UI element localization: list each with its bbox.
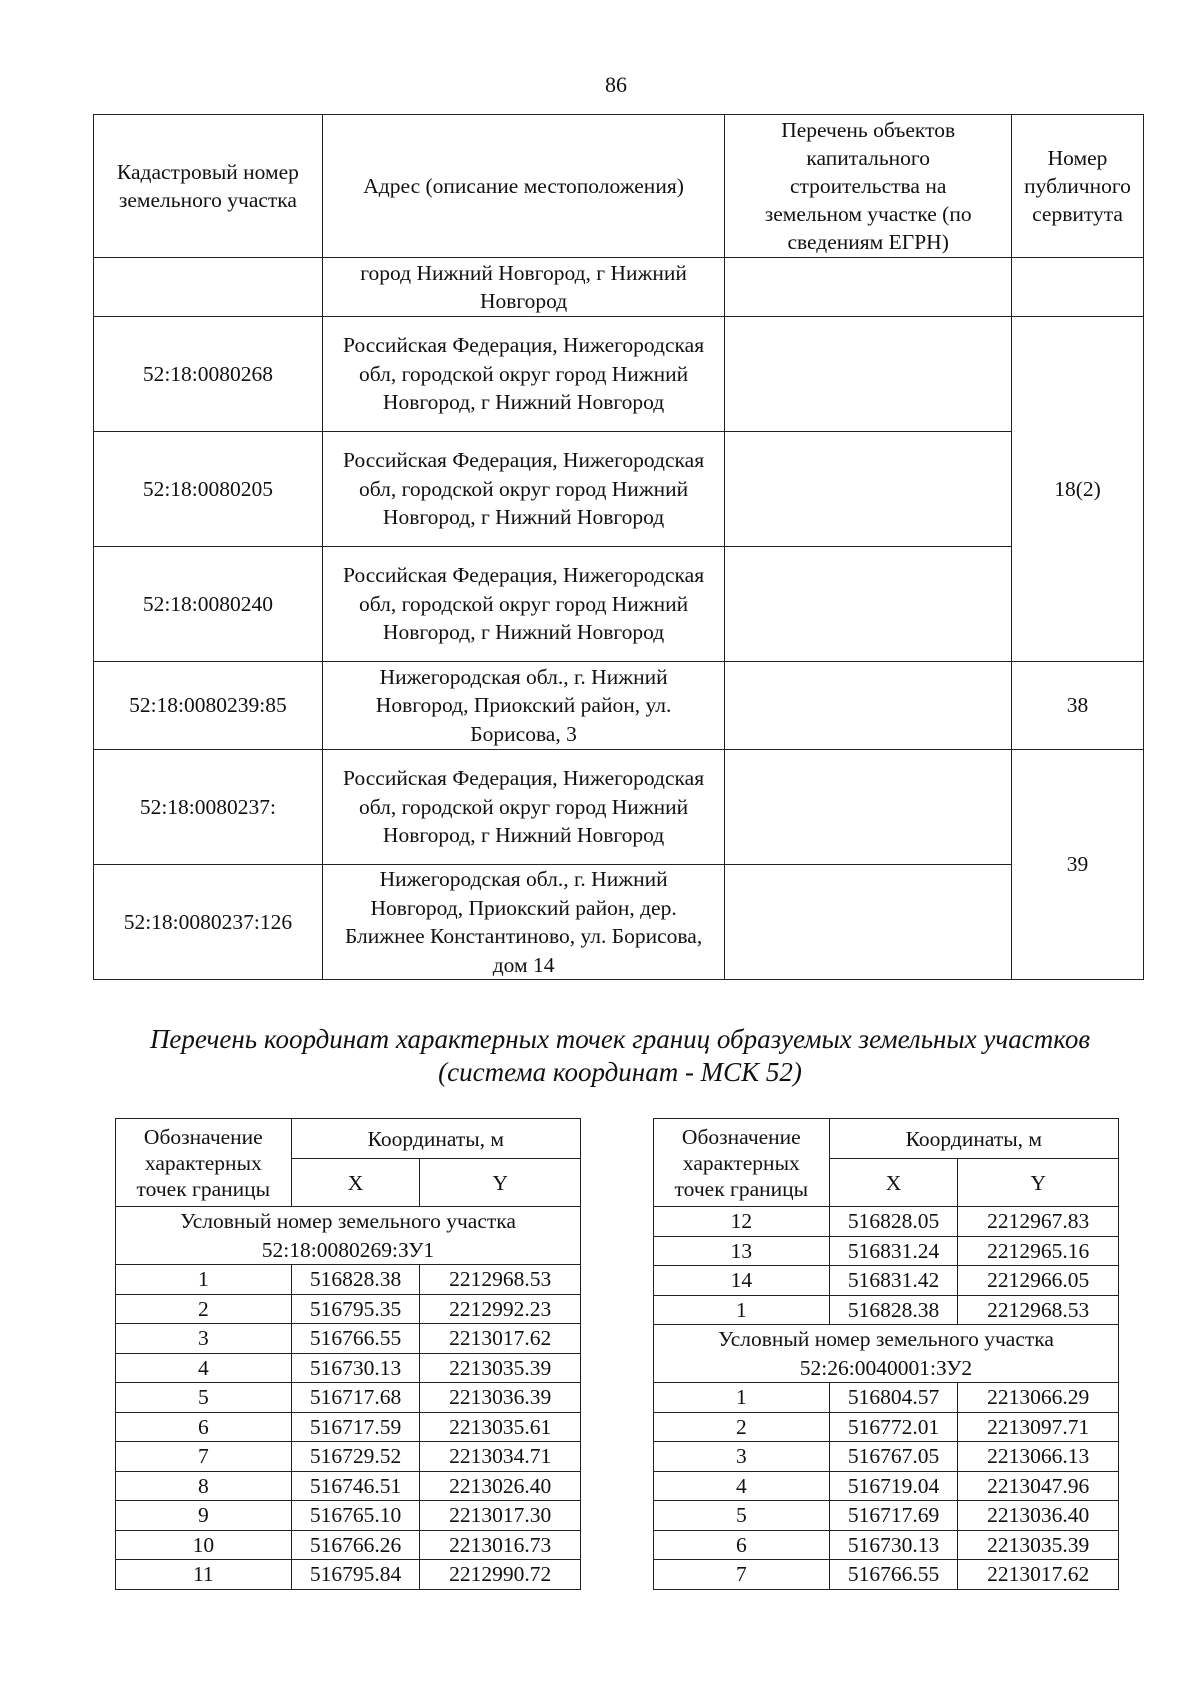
- y-cell: 2212967.83: [958, 1207, 1119, 1237]
- coord-row: [116, 1501, 581, 1531]
- coord-rows-right-before: [654, 1207, 1119, 1325]
- coord-row: [654, 1266, 1119, 1296]
- x-cell: 516767.05: [829, 1442, 958, 1472]
- cadastral-cell: 52:18:0080240: [94, 547, 323, 662]
- section-title-line1: Перечень координат характерных точек границ образуемых земельных участков: [149, 1024, 1091, 1054]
- y-cell: 2212965.16: [958, 1236, 1119, 1266]
- objects-cell: [725, 258, 1012, 317]
- table-header-row: [94, 115, 1144, 258]
- x-cell: 516831.24: [829, 1236, 958, 1266]
- table-row: [94, 662, 1144, 750]
- section-title: [80, 1023, 1160, 1089]
- y-cell: 2212968.53: [958, 1295, 1119, 1325]
- objects-cell: [725, 317, 1012, 432]
- header-cadastral: Кадастровый номер земельного участка: [94, 115, 323, 258]
- y-cell: 2213026.40: [420, 1471, 581, 1501]
- x-cell: 516765.10: [291, 1501, 420, 1531]
- x-cell: 516795.84: [291, 1560, 420, 1590]
- coord-row: [116, 1324, 581, 1354]
- point-cell: 6: [654, 1530, 830, 1560]
- header-objects: Перечень объектов капитального строительства на земельном участке (по сведениям ЕГРН): [725, 115, 1012, 258]
- point-cell: 4: [654, 1471, 830, 1501]
- coord-row: [654, 1471, 1119, 1501]
- y-cell: 2212966.05: [958, 1266, 1119, 1296]
- point-cell: 11: [116, 1560, 292, 1590]
- address-cell: Нижегородская обл., г. Нижний Новгород, Приокский район, дер. Ближнее Константиново, ул. Борисова, дом 14: [322, 865, 724, 980]
- coord-rows-right-after: [654, 1383, 1119, 1590]
- parcel-label-number: 52:26:0040001:ЗУ2: [799, 1355, 973, 1380]
- table-row: [94, 750, 1144, 865]
- coord-row: [654, 1295, 1119, 1325]
- point-cell: 1: [654, 1295, 830, 1325]
- y-cell: 2213017.62: [420, 1324, 581, 1354]
- point-cell: 1: [116, 1265, 292, 1295]
- y-cell: 2212992.23: [420, 1294, 581, 1324]
- table-row: [94, 865, 1144, 980]
- address-cell: Российская Федерация, Нижегородская обл, городской округ город Нижний Новгород, г Нижний Новгород: [322, 547, 724, 662]
- x-cell: 516795.35: [291, 1294, 420, 1324]
- header-address: Адрес (описание местоположения): [322, 115, 724, 258]
- table-row: [94, 432, 1144, 547]
- coord-row: [116, 1412, 581, 1442]
- objects-cell: [725, 547, 1012, 662]
- y-cell: 2213017.30: [420, 1501, 581, 1531]
- parcel-label-line1: Условный номер земельного участка: [718, 1327, 1054, 1351]
- coord-header-y: Y: [958, 1159, 1119, 1207]
- coord-row: [116, 1560, 581, 1590]
- x-cell: 516766.55: [291, 1324, 420, 1354]
- cadastral-cell: 52:18:0080237:126: [94, 865, 323, 980]
- point-cell: 2: [116, 1294, 292, 1324]
- coord-header-point: Обозначение характерных точек границы: [654, 1119, 830, 1207]
- address-cell: город Нижний Новгород, г Нижний Новгород: [322, 258, 724, 317]
- x-cell: 516729.52: [291, 1442, 420, 1472]
- point-cell: 12: [654, 1207, 830, 1237]
- x-cell: 516766.26: [291, 1530, 420, 1560]
- point-cell: 10: [116, 1530, 292, 1560]
- coord-row: [116, 1530, 581, 1560]
- point-cell: 4: [116, 1353, 292, 1383]
- servitude-table: [93, 114, 1144, 980]
- coord-row: [116, 1471, 581, 1501]
- point-cell: 7: [116, 1442, 292, 1472]
- coord-row: [654, 1560, 1119, 1590]
- coord-row: [654, 1236, 1119, 1266]
- y-cell: 2213034.71: [420, 1442, 581, 1472]
- cadastral-cell: 52:18:0080239:85: [94, 662, 323, 750]
- point-cell: 6: [116, 1412, 292, 1442]
- cadastral-cell: 52:18:0080237:: [94, 750, 323, 865]
- y-cell: 2213035.39: [958, 1530, 1119, 1560]
- coord-rows-left: [116, 1265, 581, 1590]
- x-cell: 516719.04: [829, 1471, 958, 1501]
- table-row: [94, 547, 1144, 662]
- objects-cell: [725, 750, 1012, 865]
- x-cell: 516828.38: [291, 1265, 420, 1295]
- parcel-label-line1: Условный номер земельного участка: [180, 1209, 516, 1233]
- point-cell: 8: [116, 1471, 292, 1501]
- point-cell: 7: [654, 1560, 830, 1590]
- servitude-cell: 38: [1012, 662, 1144, 750]
- x-cell: 516730.13: [291, 1353, 420, 1383]
- address-cell: Российская Федерация, Нижегородская обл, городской округ город Нижний Новгород, г Нижний Новгород: [322, 432, 724, 547]
- coord-row: [116, 1353, 581, 1383]
- x-cell: 516804.57: [829, 1383, 958, 1413]
- coord-row: [116, 1442, 581, 1472]
- y-cell: 2213066.29: [958, 1383, 1119, 1413]
- address-cell: Нижегородская обл., г. Нижний Новгород, Приокский район, ул. Борисова, 3: [322, 662, 724, 750]
- coordinates-table-left: [115, 1118, 581, 1590]
- y-cell: 2213017.62: [958, 1560, 1119, 1590]
- point-cell: 3: [116, 1324, 292, 1354]
- coord-row: [654, 1207, 1119, 1237]
- y-cell: 2212990.72: [420, 1560, 581, 1590]
- objects-cell: [725, 662, 1012, 750]
- objects-cell: [725, 865, 1012, 980]
- x-cell: 516828.05: [829, 1207, 958, 1237]
- coord-row: [654, 1442, 1119, 1472]
- coord-header-row: [116, 1119, 581, 1159]
- x-cell: 516772.01: [829, 1412, 958, 1442]
- parcel-label-number: 52:18:0080269:ЗУ1: [261, 1237, 435, 1262]
- parcel-label: [654, 1325, 1119, 1383]
- point-cell: 3: [654, 1442, 830, 1472]
- coord-header-y: Y: [420, 1159, 581, 1207]
- cadastral-cell: [94, 258, 323, 317]
- coord-header-row: [654, 1119, 1119, 1159]
- y-cell: 2213035.39: [420, 1353, 581, 1383]
- y-cell: 2213035.61: [420, 1412, 581, 1442]
- coord-row: [116, 1383, 581, 1413]
- servitude-cell: 18(2): [1012, 317, 1144, 662]
- servitude-cell: 39: [1012, 750, 1144, 980]
- coord-row: [654, 1501, 1119, 1531]
- x-cell: 516828.38: [829, 1295, 958, 1325]
- y-cell: 2213097.71: [958, 1412, 1119, 1442]
- point-cell: 5: [116, 1383, 292, 1413]
- y-cell: 2213066.13: [958, 1442, 1119, 1472]
- table-row: [94, 258, 1144, 317]
- parcel-label-row: [654, 1325, 1119, 1383]
- coord-header-x: X: [829, 1159, 958, 1207]
- page-number: 86: [605, 72, 627, 97]
- x-cell: 516730.13: [829, 1530, 958, 1560]
- coordinates-table-right: [653, 1118, 1119, 1590]
- coord-header-x: X: [291, 1159, 420, 1207]
- y-cell: 2213036.40: [958, 1501, 1119, 1531]
- address-cell: Российская Федерация, Нижегородская обл, городской округ город Нижний Новгород, г Нижний Новгород: [322, 750, 724, 865]
- x-cell: 516717.69: [829, 1501, 958, 1531]
- x-cell: 516766.55: [829, 1560, 958, 1590]
- x-cell: 516717.59: [291, 1412, 420, 1442]
- objects-cell: [725, 432, 1012, 547]
- y-cell: 2213036.39: [420, 1383, 581, 1413]
- header-servitude: Номер публичного сервитута: [1012, 115, 1144, 258]
- coord-header-coordinates: Координаты, м: [829, 1119, 1118, 1159]
- coord-row: [654, 1383, 1119, 1413]
- table-row: [94, 317, 1144, 432]
- x-cell: 516831.42: [829, 1266, 958, 1296]
- parcel-label: [116, 1207, 581, 1265]
- x-cell: 516717.68: [291, 1383, 420, 1413]
- cadastral-cell: 52:18:0080268: [94, 317, 323, 432]
- section-title-line2: (система координат - МСК 52): [438, 1057, 802, 1087]
- point-cell: 13: [654, 1236, 830, 1266]
- y-cell: 2213047.96: [958, 1471, 1119, 1501]
- y-cell: 2213016.73: [420, 1530, 581, 1560]
- coord-row: [654, 1530, 1119, 1560]
- servitude-cell: [1012, 258, 1144, 317]
- point-cell: 1: [654, 1383, 830, 1413]
- point-cell: 5: [654, 1501, 830, 1531]
- point-cell: 14: [654, 1266, 830, 1296]
- coord-header-point: Обозначение характерных точек границы: [116, 1119, 292, 1207]
- coord-row: [654, 1412, 1119, 1442]
- address-cell: Российская Федерация, Нижегородская обл, городской округ город Нижний Новгород, г Нижний Новгород: [322, 317, 724, 432]
- coord-row: [116, 1265, 581, 1295]
- parcel-label-row: [116, 1207, 581, 1265]
- y-cell: 2212968.53: [420, 1265, 581, 1295]
- coord-header-coordinates: Координаты, м: [291, 1119, 580, 1159]
- x-cell: 516746.51: [291, 1471, 420, 1501]
- cadastral-cell: 52:18:0080205: [94, 432, 323, 547]
- point-cell: 9: [116, 1501, 292, 1531]
- point-cell: 2: [654, 1412, 830, 1442]
- coord-row: [116, 1294, 581, 1324]
